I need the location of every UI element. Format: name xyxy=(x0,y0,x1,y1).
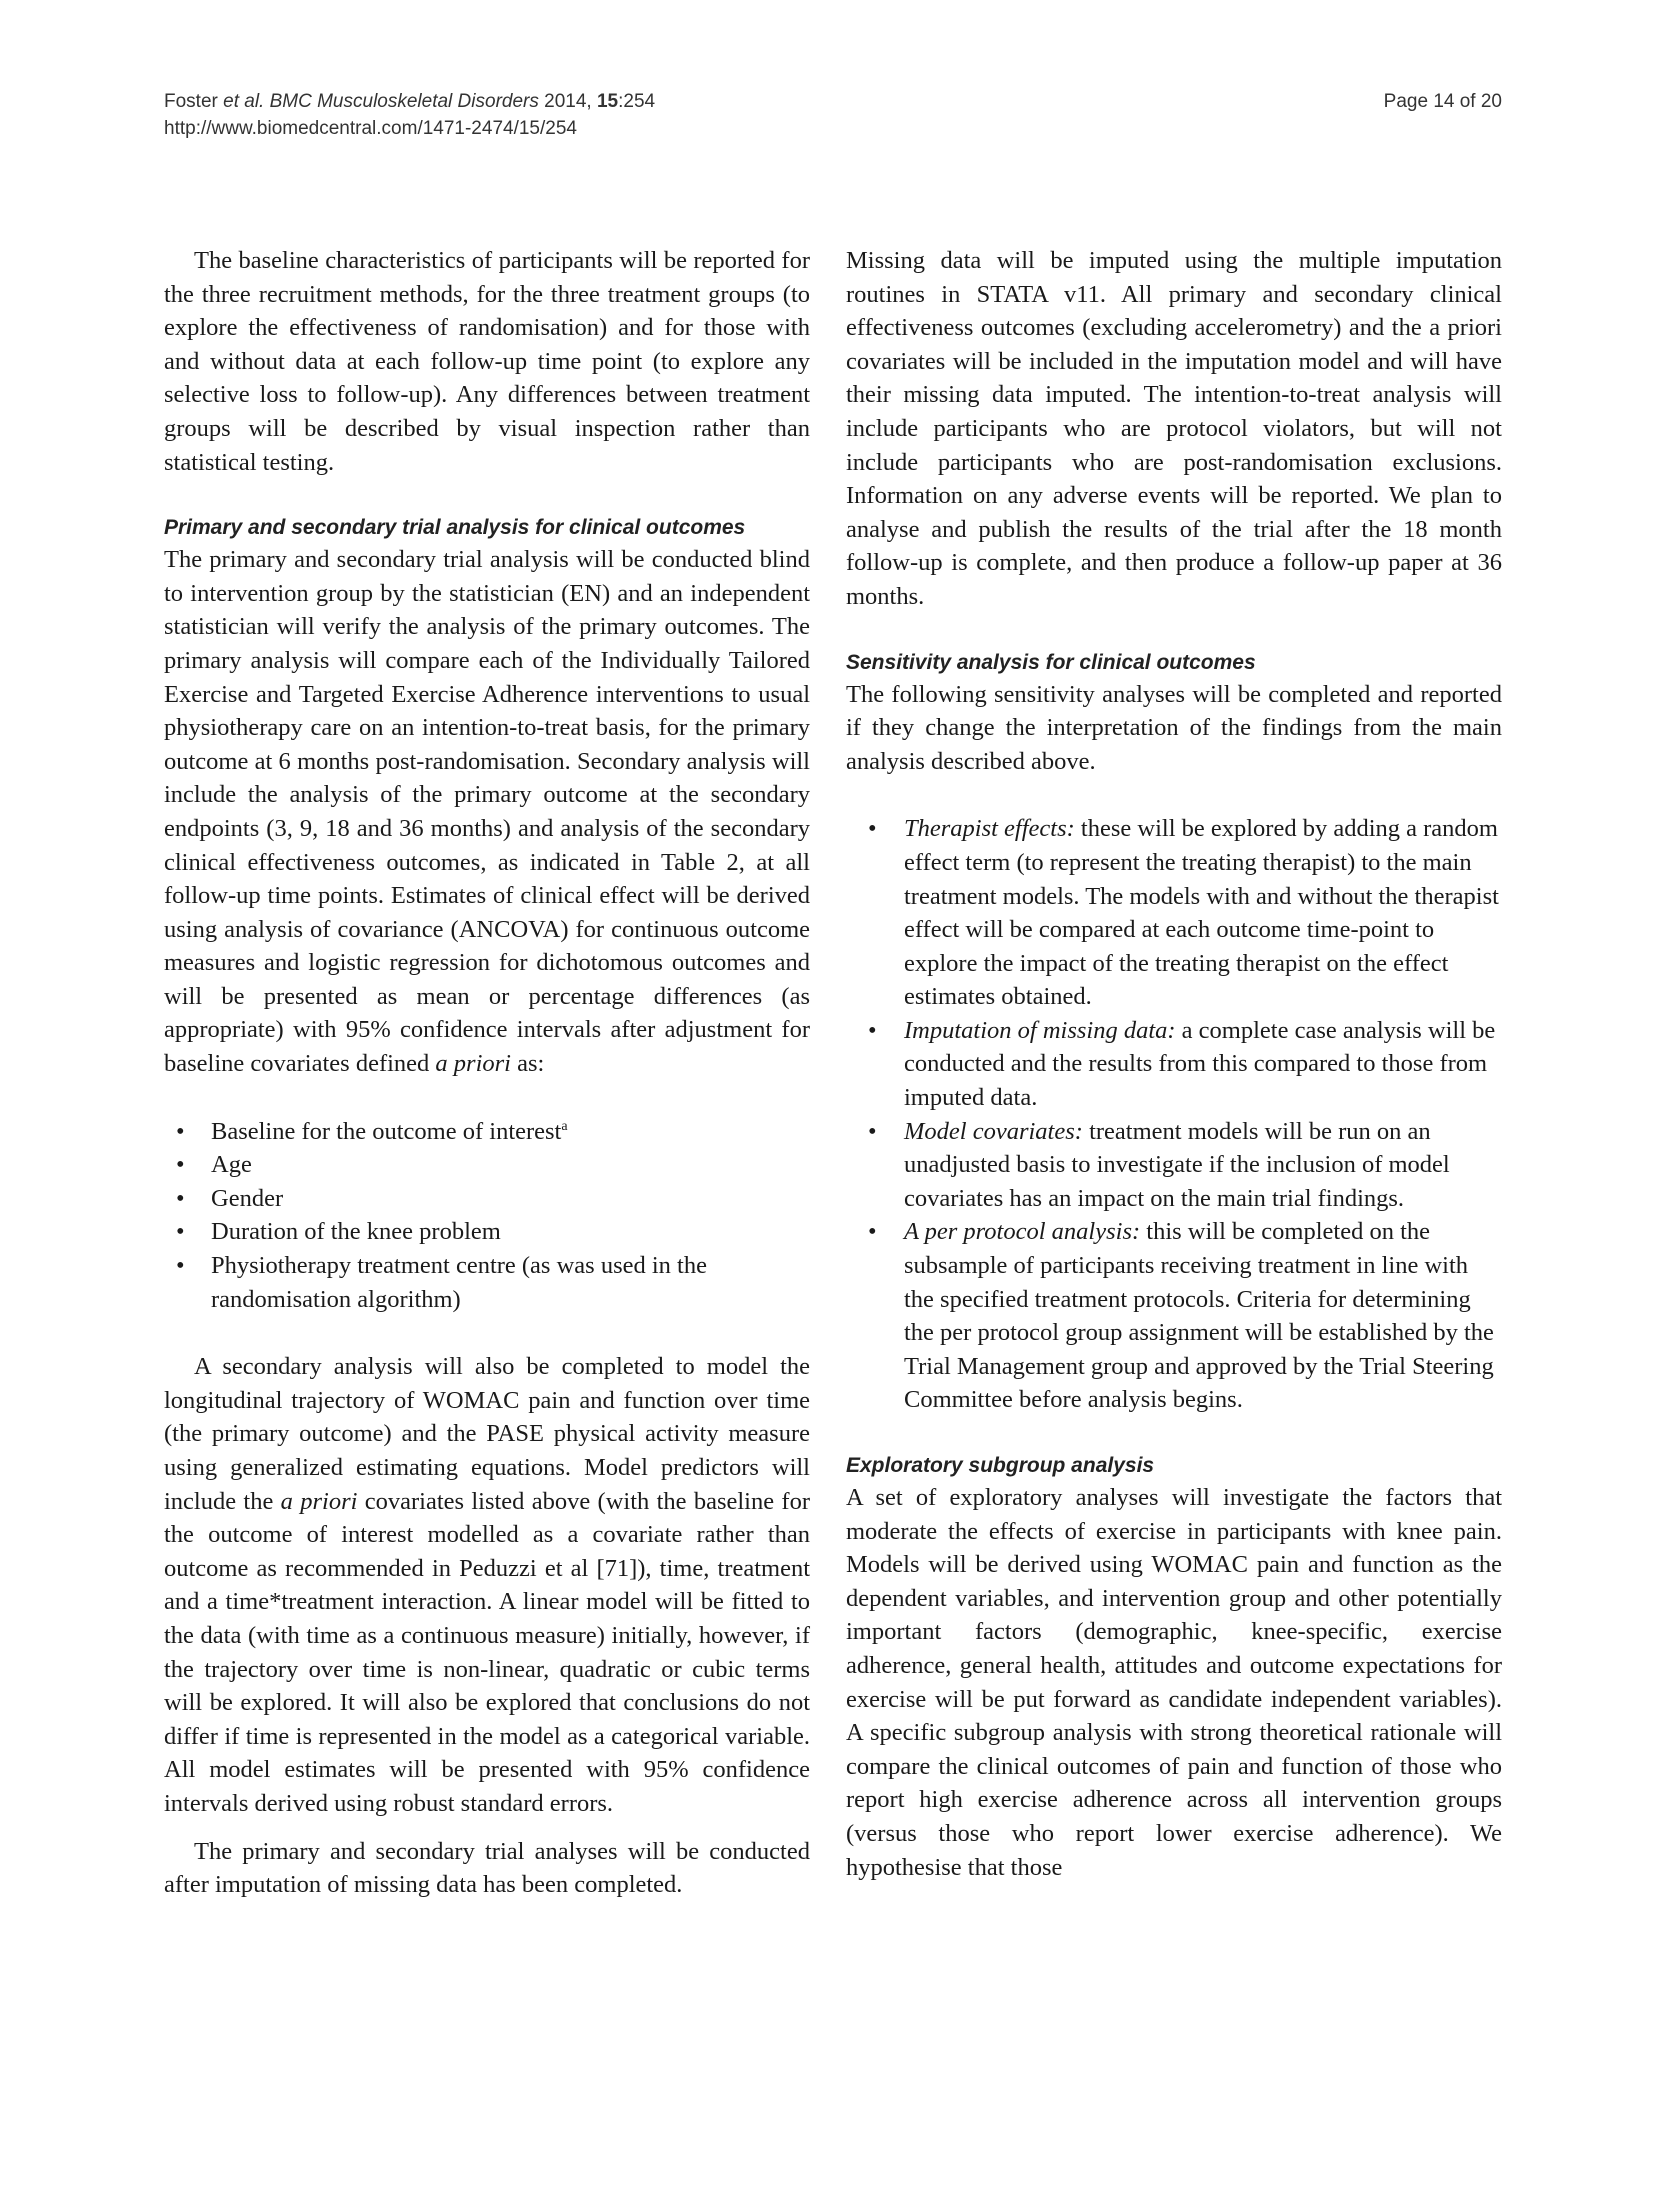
bullet-label: Therapist effects: xyxy=(904,815,1075,843)
citation-block xyxy=(164,88,655,142)
bullet-text: these will be explored by adding a random effect term (to represent the treating therapist) to the main treatment models. The models with and without the therapist effect will be compared at each outcome time-point to explore the impact of the treating therapist on the effect estimates obtained. xyxy=(904,815,1499,1011)
page-number: Page 14 of 20 xyxy=(1383,91,1502,112)
list-item: • Age xyxy=(164,1148,810,1182)
sensitivity-list xyxy=(846,812,1502,1417)
subgroup-heading: Exploratory subgroup analysis xyxy=(846,1454,1155,1477)
primary-secondary-heading: Primary and secondary trial analysis for clinical outcomes xyxy=(164,516,746,540)
bullet-text: a complete case analysis will be conducted and the results from this compared to those from imputed data. xyxy=(904,1016,1496,1112)
secondary-model-paragraph xyxy=(164,1350,810,1820)
primary-analysis-paragraph xyxy=(164,543,810,1081)
covariate-list xyxy=(164,1115,810,1317)
baseline-paragraph: The baseline characteristics of participants will be reported for the three recruitment methods, for the three treatment groups (to explore the effectiveness of randomisation) and for those with and without data at each follow-up time point (to explore any selective loss to follow-up). Any differences between treatment groups will be described by visual inspection rather than statistical testing. xyxy=(164,247,810,476)
sensitivity-heading: Sensitivity analysis for clinical outcomes xyxy=(846,650,1256,674)
covariate-baseline: Baseline for the outcome of interest xyxy=(211,1117,562,1145)
citation-line xyxy=(164,88,655,115)
sensitivity-intro-paragraph: The following sensitivity analyses will be completed and reported if they change the interpretation of the findings from the main analysis described above. xyxy=(846,680,1502,775)
list-item xyxy=(846,812,1502,1014)
citation-year: 2014, xyxy=(538,91,597,112)
secondary-model-text: A secondary analysis will also be completed to model the longitudinal trajectory of WOMAC pain and function over time (the primary outcome) and the PASE physical activity measure using generalized estimating equations. Model predictors will include the xyxy=(164,1353,810,1515)
a-priori-term: a priori xyxy=(280,1487,358,1515)
subgroup-paragraph: A set of exploratory analyses will investigate the factors that moderate the effects of exercise in participants with knee pain. Models will be derived using WOMAC pain and function as the dependent variables, and intervention group and other potentially important factors (demographic, knee-specific, exercise adherence, general health, attitudes and outcome expectations for exercise will be put forward as candidate independent variables). A specific subgroup analysis with strong theoretical rationale will compare the clinical outcomes of pain and function of those who report high exercise adherence across all intervention groups (versus those who report lower exercise adherence). We hypothesise that those xyxy=(846,1484,1502,1881)
a-priori-term: a priori xyxy=(435,1050,511,1078)
right-column xyxy=(846,244,1502,1884)
bullet-label: Model covariates: xyxy=(904,1117,1083,1145)
citation-volume: 15 xyxy=(596,91,619,112)
citation-etal: et al. xyxy=(223,91,265,112)
citation-article: :254 xyxy=(618,91,656,112)
list-item: • Physiotherapy treatment centre (as was used in the randomisation algorithm) xyxy=(164,1249,810,1316)
secondary-model-text-cont: covariates listed above (with the baseline for the outcome of interest modelled as a covariate rather than outcome as recommended in Peduzzi et al [71]), time, treatment and a time*treatment interaction. A linear model will be fitted to the data (with time as a continuous measure) initially, however, if the trajectory over time is non-linear, quadratic or cubic terms will be explored. It will also be explored that conclusions do not differ if time is represented in the model as a categorical variable. All model estimates will be presented with 95% confidence intervals derived using robust standard errors. xyxy=(164,1487,810,1817)
list-item xyxy=(164,1115,810,1149)
imputation-order-paragraph: The primary and secondary trial analyses will be conducted after imputation of missing data has been completed. xyxy=(164,1837,810,1899)
left-column xyxy=(164,244,810,1902)
list-item xyxy=(846,1115,1502,1216)
bullet-label: Imputation of missing data: xyxy=(904,1016,1176,1044)
bullet-text: this will be completed on the subsample of participants receiving treatment in line with the specified treatment protocols. Criteria for determining the per protocol group assignment will be established by the Trial Management group and approved by the Trial Steering Committee before analysis begins. xyxy=(904,1218,1494,1414)
primary-analysis-text: The primary and secondary trial analysis will be conducted blind to intervention group by the statistician (EN) and an independent statistician will verify the analysis of the primary outcomes. The primary analysis will compare each of the Individually Tailored Exercise and Targeted Exercise Adherence interventions to usual physiotherapy care on an intention-to-treat basis, for the primary outcome at 6 months post-randomisation. Secondary analysis will include the analysis of the primary outcome at the secondary endpoints (3, 9, 18 and 36 months) and analysis of the secondary clinical effectiveness outcomes, as indicated in Table 2, at all follow-up time points. Estimates of clinical effect will be derived using analysis of covariance (ANCOVA) for continuous outcome measures and logistic regression for dichotomous outcomes and will be presented as mean or percentage differences (as appropriate) with 95% confidence intervals after adjustment for baseline covariates defined xyxy=(164,546,810,1078)
list-item xyxy=(846,1215,1502,1417)
article-url[interactable]: http://www.biomedcentral.com/1471-2474/15/254 xyxy=(164,118,577,139)
citation-journal: BMC Musculoskeletal Disorders xyxy=(264,91,539,112)
list-item: • Gender xyxy=(164,1182,810,1216)
citation-authors: Foster xyxy=(164,91,224,112)
bullet-text: treatment models will be run on an unadjusted basis to investigate if the inclusion of model covariates has an impact on the main trial findings. xyxy=(904,1117,1450,1212)
footnote-marker: a xyxy=(561,1118,568,1134)
missing-data-paragraph: Missing data will be imputed using the multiple imputation routines in STATA v11. All primary and secondary clinical effectiveness outcomes (excluding accelerometry) and the a priori covariates will be included in the imputation model and will have their missing data imputed. The intention-to-treat analysis will include participants who are protocol violators, but will not include participants who are post-randomisation exclusions. Information on any adverse events will be reported. We plan to analyse and publish the results of the trial after the 18 month follow-up is complete, and then produce a follow-up paper at 36 months. xyxy=(846,247,1502,610)
list-item xyxy=(846,1014,1502,1115)
list-item: • Duration of the knee problem xyxy=(164,1215,810,1249)
primary-analysis-end: as: xyxy=(510,1050,545,1078)
bullet-label: A per protocol analysis: xyxy=(904,1218,1141,1246)
